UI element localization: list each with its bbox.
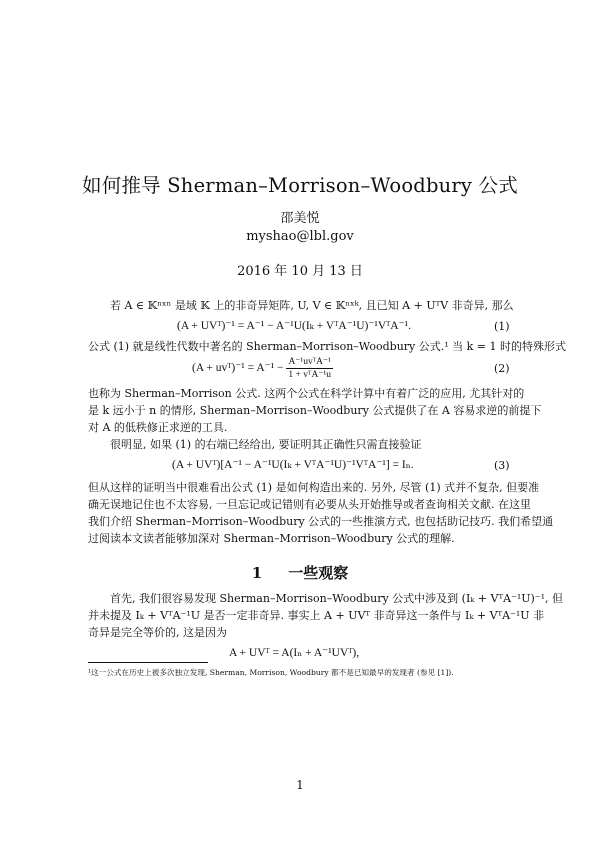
text-after-eq1: 公式 (1) 就是线性代数中著名的 Sherman–Morrison–Woodbury 公式.¹ 当 k = 1 时的特殊形式	[88, 340, 567, 353]
section-heading	[0, 562, 600, 583]
equation-3: (A + UVᵀ)[A⁻¹ − A⁻¹U(Iₖ + VᵀA⁻¹U)⁻¹VᵀA⁻¹] = Iₙ.	[172, 459, 414, 471]
para5-line-1: 首先, 我们很容易发现 Sherman–Morrison–Woodbury 公式中涉及到 (Iₖ + VᵀA⁻¹U)⁻¹, 但	[110, 592, 564, 605]
author-email: myshao@lbl.gov	[246, 229, 354, 244]
para4-line-3: 我们介绍 Sherman–Morrison–Woodbury 公式的一些推演方式, 也包括助记技巧. 我们希望通	[88, 515, 554, 528]
para3-line-1: 很明显, 如果 (1) 的右端已经给出, 要证明其正确性只需直接验证	[110, 438, 422, 451]
equation-2-numerator: A⁻¹uvᵀA⁻¹	[286, 356, 333, 369]
para2-line-1: 也称为 Sherman–Morrison 公式. 这两个公式在科学计算中有着广泛的应用, 尤其针对的	[88, 387, 525, 400]
para5-line-3: 奇异是完全等价的, 这是因为	[88, 626, 227, 639]
para4-line-1: 但从这样的证明当中很难看出公式 (1) 是如何构造出来的. 另外, 尽管 (1) 式并不复杂, 但要准	[88, 481, 540, 494]
equation-1: (A + UVᵀ)⁻¹ = A⁻¹ − A⁻¹U(Iₖ + VᵀA⁻¹U)⁻¹VᵀA⁻¹.	[177, 320, 412, 332]
para5-line-2: 并未提及 Iₖ + VᵀA⁻¹U 是否一定非奇异. 事实上 A + UVᵀ 非奇异这一条件与 Iₖ + VᵀA⁻¹U 非	[88, 609, 545, 622]
equation-2	[192, 356, 333, 381]
footnote: ¹这一公式在历史上被多次独立发现, Sherman, Morrison, Woodbury 都不是已知最早的发现者 (参见 [1]).	[88, 668, 454, 677]
intro-line: 若 A ∈ 𝕂ⁿˣⁿ 是域 𝕂 上的非奇异矩阵, U, V ∈ 𝕂ⁿˣᵏ, 且已知 A + UᵀV 非奇异, 那么	[110, 299, 514, 312]
equation-2-denominator: 1 + vᵀA⁻¹u	[288, 370, 331, 380]
equation-2-number: (2)	[494, 362, 510, 375]
equation-1-number: (1)	[494, 320, 510, 333]
para4-line-4: 过阅读本文读者能够加深对 Sherman–Morrison–Woodbury 公式的理解.	[88, 532, 455, 545]
para4-line-2: 确无误地记住也不太容易, 一旦忘记或记错则有必要从头开始推导或者查询相关文献. 在这里	[88, 498, 531, 511]
page-number: 1	[296, 778, 304, 792]
section-number: 1	[251, 564, 263, 582]
equation-4: A + UVᵀ = A(Iₙ + A⁻¹UVᵀ),	[229, 647, 360, 659]
section-title: 一些观察	[288, 564, 349, 582]
paper-title: 如何推导 Sherman–Morrison–Woodbury 公式	[82, 174, 518, 197]
paper-date: 2016 年 10 月 13 日	[237, 264, 363, 279]
footnote-rule	[88, 662, 208, 663]
author-name: 邵美悦	[280, 211, 320, 226]
para2-line-3: 对 A 的低秩修正求逆的工具.	[88, 421, 228, 434]
equation-3-number: (3)	[494, 459, 510, 472]
equation-2-left: (A + uvᵀ)⁻¹ = A⁻¹ −	[192, 362, 284, 375]
para2-line-2: 是 k 远小于 n 的情形, Sherman–Morrison–Woodbury 公式提供了在 A 容易求逆的前提下	[88, 404, 542, 417]
equation-2-fraction	[286, 356, 333, 381]
